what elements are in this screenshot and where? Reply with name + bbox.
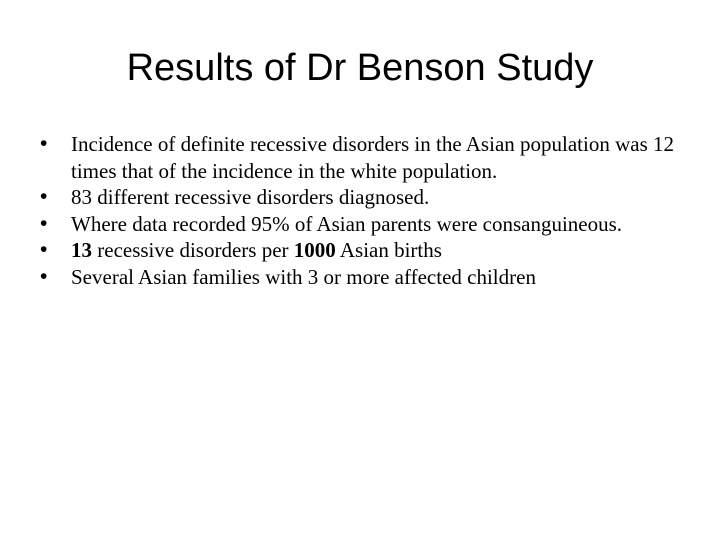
slide-title: Results of Dr Benson Study <box>126 47 594 89</box>
bullet-item-incidence <box>40 131 700 184</box>
bullet-icon: • <box>40 132 48 155</box>
bullet-item-births-rate <box>40 237 700 264</box>
bullet-icon: • <box>40 185 48 208</box>
bullet-icon: • <box>40 264 48 288</box>
bullet-text: Several Asian families with 3 or more affected children <box>71 264 536 289</box>
bold-births-count: 1000 <box>293 238 336 262</box>
bullet-item-affected-families <box>40 264 700 291</box>
bullet-item-consanguineous <box>40 211 700 238</box>
bullet-text: 83 different recessive disorders diagnosed. <box>71 185 430 209</box>
bullet-text-segment: recessive disorders per <box>92 238 294 262</box>
bold-count: 13 <box>71 238 92 262</box>
bullet-text: Incidence of definite recessive disorders in the Asian population was 12 times that of the incidence in the white population. <box>71 132 674 183</box>
bullet-list <box>40 131 700 290</box>
bullet-icon: • <box>40 211 48 235</box>
bullet-icon: • <box>40 238 48 261</box>
bullet-item-disorders-diagnosed <box>40 184 700 211</box>
bullet-text-segment: Asian births <box>335 238 442 262</box>
bullet-text: Where data recorded 95% of Asian parents were consanguineous. <box>71 211 623 236</box>
